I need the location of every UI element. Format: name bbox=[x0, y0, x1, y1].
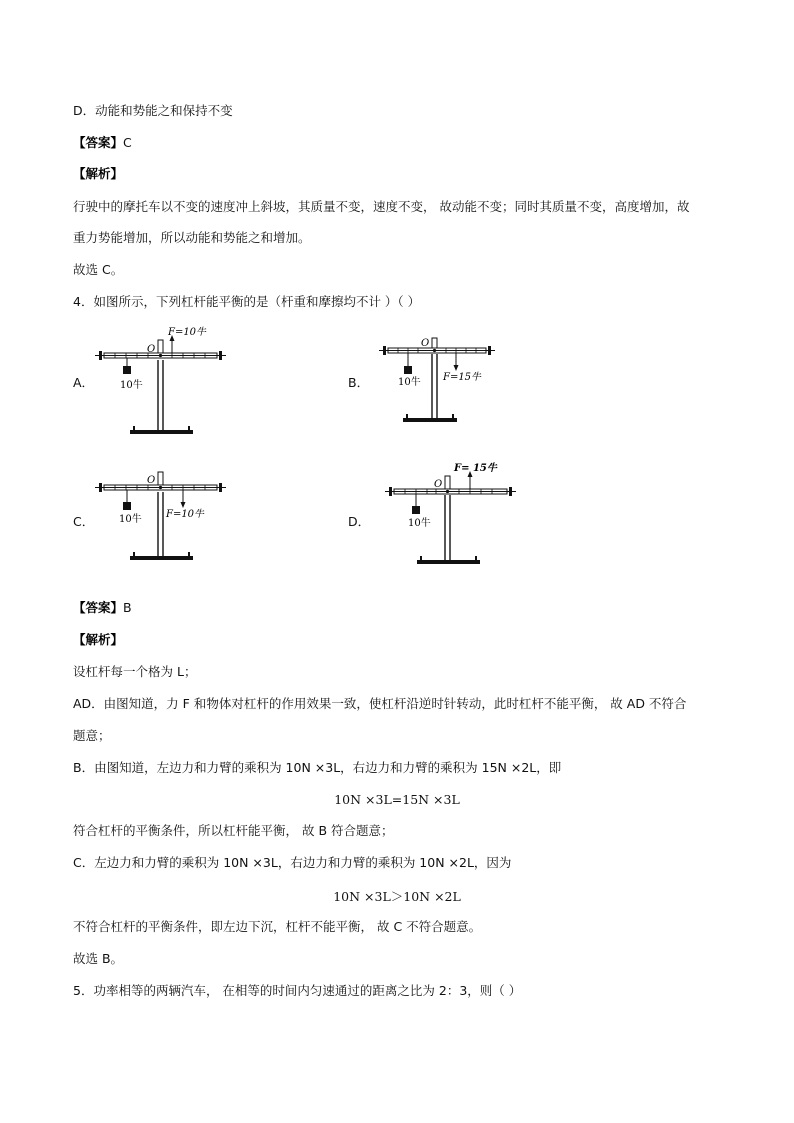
q4-analysis-tag: 【解析】 bbox=[73, 632, 124, 647]
equation-1: 10N ×3L=15N ×3L bbox=[334, 792, 460, 807]
pivot-label: O bbox=[147, 475, 156, 486]
pivot-point bbox=[159, 486, 162, 489]
q4-analysis-line-4: B．由图知道，左边力和力臂的乘积为 10N ×3L，右边力和力臂的乘积为 15N ×2L，即 bbox=[73, 760, 562, 775]
pivot-label: O bbox=[421, 338, 430, 349]
weight-label: 10牛 bbox=[119, 514, 142, 525]
pivot-point bbox=[159, 354, 162, 357]
q4-analysis-line-2: AD．由图知道，力 F 和物体对杠杆的作用效果一致，使杠杆沿逆时针转动，此时杠杆不能平衡， 故 AD 不符合 bbox=[73, 696, 687, 711]
q3-analysis-line-1: 行驶中的摩托车以不变的速度冲上斜坡，其质量不变，速度不变， 故动能不变；同时其质量不变，高度增加，故 bbox=[73, 199, 690, 214]
stand-base bbox=[130, 556, 193, 560]
option-d-label: D． bbox=[348, 514, 371, 529]
lever-stand bbox=[130, 360, 193, 434]
stand-base bbox=[403, 418, 457, 422]
pivot-label: O bbox=[147, 344, 156, 355]
weight-label: 10牛 bbox=[408, 518, 431, 529]
pivot-post bbox=[158, 472, 163, 486]
force-label: F=10牛 bbox=[166, 509, 205, 520]
lever-figure-d bbox=[384, 460, 524, 568]
weight-label: 10牛 bbox=[120, 380, 143, 391]
pivot-post bbox=[445, 476, 450, 490]
q4-analysis-line-1: 设杠杆每一个格为 L； bbox=[73, 664, 197, 679]
option-b-label: B． bbox=[348, 375, 370, 390]
q3-conclusion: 故选 C。 bbox=[73, 262, 124, 277]
lever-stand bbox=[403, 354, 457, 422]
q4-stem: 4．如图所示，下列杠杆能平衡的是（杆重和摩擦均不计 ）（ ） bbox=[73, 294, 421, 309]
option-c-label: C． bbox=[73, 514, 95, 529]
q3-analysis-line-2: 重力势能增加，所以动能和势能之和增加。 bbox=[73, 230, 311, 245]
q4-analysis-line-6: C．左边力和力臂的乘积为 10N ×3L，右边力和力臂的乘积为 10N ×2L，因为 bbox=[73, 855, 512, 870]
weight-label: 10牛 bbox=[398, 377, 421, 388]
answer-tag: 【答案】 bbox=[73, 600, 124, 615]
force-label: F= 15牛 bbox=[454, 463, 497, 474]
q4-answer bbox=[73, 600, 132, 616]
q4-conclusion: 故选 B。 bbox=[73, 951, 124, 966]
stand-base bbox=[130, 430, 193, 434]
lever-figure-b bbox=[376, 336, 516, 428]
force-label: F=15牛 bbox=[443, 372, 482, 383]
equation-2: 10N ×3L＞10N ×2L bbox=[333, 889, 461, 904]
stand-base bbox=[417, 560, 480, 564]
q5-stem: 5．功率相等的两辆汽车， 在相等的时间内匀速通过的距离之比为 2：3，则（ ） bbox=[73, 983, 522, 998]
q4-analysis-line-7: 不符合杠杆的平衡条件，即左边下沉，杠杆不能平衡， 故 C 不符合题意。 bbox=[73, 919, 482, 934]
answer-value: C bbox=[123, 135, 132, 150]
pivot-post bbox=[158, 340, 163, 354]
lever-stand bbox=[417, 495, 480, 564]
lever-figure-a bbox=[94, 322, 234, 436]
lever-figure-c bbox=[94, 468, 234, 566]
weight-block bbox=[123, 502, 131, 510]
q3-option-d: D．动能和势能之和保持不变 bbox=[73, 103, 233, 118]
weight-block bbox=[412, 506, 420, 514]
answer-value: B bbox=[123, 600, 132, 615]
weight-block bbox=[404, 366, 412, 374]
q4-analysis-line-5: 符合杠杆的平衡条件，所以杠杆能平衡， 故 B 符合题意； bbox=[73, 823, 394, 838]
q3-analysis-tag: 【解析】 bbox=[73, 166, 124, 181]
q3-answer bbox=[73, 135, 132, 151]
weight-block bbox=[123, 366, 131, 374]
q4-analysis-line-3: 题意； bbox=[73, 728, 111, 743]
answer-tag: 【答案】 bbox=[73, 135, 124, 150]
force-label: F=10牛 bbox=[168, 327, 207, 338]
pivot-point bbox=[446, 490, 449, 493]
option-a-label: A． bbox=[73, 375, 95, 390]
pivot-point bbox=[433, 349, 436, 352]
pivot-label: O bbox=[434, 479, 443, 490]
